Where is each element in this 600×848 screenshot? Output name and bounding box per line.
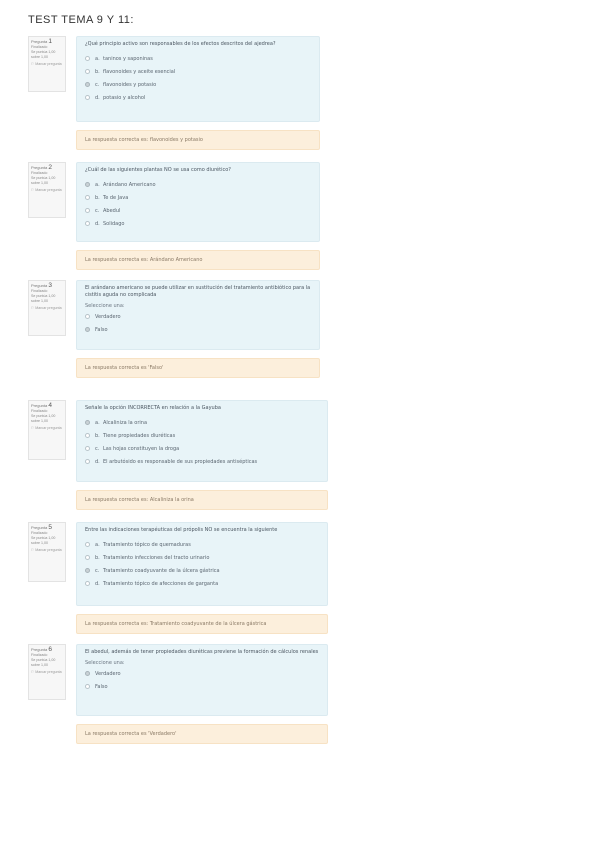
flag-icon: ⚐ — [31, 426, 35, 430]
answer-list — [85, 416, 319, 468]
correct-answer-feedback: La respuesta correcta es: Tratamiento coadyuvante de la úlcera gástrica — [76, 614, 328, 634]
correct-answer-feedback: La respuesta correcta es: Alcaliniza la orina — [76, 490, 328, 510]
question-formulation — [76, 280, 320, 350]
question-formulation — [76, 400, 328, 482]
radio-button[interactable] — [85, 195, 90, 200]
radio-button[interactable] — [85, 208, 90, 213]
radio-button-selected[interactable] — [85, 671, 90, 676]
radio-button-selected[interactable] — [85, 420, 90, 425]
flag-question-link[interactable]: ⚐ Marcar pregunta — [31, 306, 62, 310]
answer-label: Tratamiento tópico de quemaduras — [103, 541, 191, 548]
answer-option-c[interactable]: c. flavonoides y potasio — [85, 78, 311, 91]
question-formulation — [76, 162, 320, 242]
answer-label: Verdadero — [95, 313, 121, 320]
radio-button[interactable] — [85, 581, 90, 586]
answer-option-false[interactable] — [85, 323, 311, 336]
question-grade: Se puntúa 1,00 sobre 1,00 — [31, 294, 56, 303]
answer-label: El arbutósido es responsable de sus propiedades antisépticas — [103, 458, 258, 465]
question-grade: Se puntúa 1,00 sobre 1,00 — [31, 176, 56, 185]
question-text: El abedul, además de tener propiedades diuréticas previene la formación de cálculos renales — [85, 649, 319, 655]
answer-option-c[interactable]: c. Abedul — [85, 204, 311, 217]
answer-option-c[interactable]: c. Las hojas constituyen la droga — [85, 442, 319, 455]
answer-label: Abedul — [103, 207, 121, 214]
answer-list — [85, 538, 319, 590]
flag-question-link[interactable]: ⚐ Marcar pregunta — [31, 548, 62, 552]
answer-label: Falso — [95, 683, 108, 690]
answer-label: Las hojas constituyen la droga — [103, 445, 180, 452]
answer-list — [85, 310, 311, 336]
question-info — [28, 522, 66, 582]
radio-button-selected[interactable] — [85, 568, 90, 573]
correct-answer-feedback: La respuesta correcta es: Arándano Americano — [76, 250, 320, 270]
question-state: Finalizado — [31, 531, 48, 535]
answer-option-a[interactable]: a. taninos y saponinas — [85, 52, 311, 65]
question-text: ¿Qué principio activo son responsables de los efectos descritos del ajedrea? — [85, 41, 276, 47]
answer-label: flavonoides y aceite esencial — [103, 68, 176, 75]
question-grade: Se puntúa 1,00 sobre 1,00 — [31, 658, 56, 667]
radio-button[interactable] — [85, 433, 90, 438]
radio-button[interactable] — [85, 446, 90, 451]
radio-button[interactable] — [85, 542, 90, 547]
radio-button[interactable] — [85, 555, 90, 560]
answer-option-d[interactable]: d. potasio y alcohol — [85, 91, 311, 104]
question-formulation — [76, 36, 320, 122]
answer-label: flavonoides y potasio — [103, 81, 157, 88]
question-grade: Se puntúa 1,00 sobre 1,00 — [31, 536, 56, 545]
flag-question-link[interactable]: ⚐ Marcar pregunta — [31, 426, 62, 430]
question-formulation — [76, 644, 328, 716]
radio-button[interactable] — [85, 459, 90, 464]
radio-button[interactable] — [85, 56, 90, 61]
correct-answer-feedback: La respuesta correcta es 'Falso' — [76, 358, 320, 378]
answer-option-b[interactable]: b. flavonoides y aceite esencial — [85, 65, 311, 78]
question-grade: Se puntúa 1,00 sobre 1,00 — [31, 50, 56, 59]
answer-option-d[interactable]: d. Solidago — [85, 217, 311, 230]
question-info — [28, 162, 66, 218]
question-state: Finalizado — [31, 409, 48, 413]
answer-label: Arándano Americano — [103, 181, 156, 188]
flag-icon: ⚐ — [31, 306, 35, 310]
question-number: Pregunta 6 — [31, 646, 52, 653]
answer-option-a[interactable]: a. Arándano Americano — [85, 178, 311, 191]
question-text: Señale la opción INCORRECTA en relación a la Gayuba — [85, 405, 221, 411]
answer-label: Alcaliniza la orina — [103, 419, 148, 426]
correct-answer-feedback: La respuesta correcta es 'Verdadero' — [76, 724, 328, 744]
answer-option-a[interactable]: a. Alcaliniza la orina — [85, 416, 319, 429]
answer-label: Tratamiento tópico de afecciones de garganta — [103, 580, 219, 587]
answer-prompt: Seleccione una: — [85, 660, 125, 666]
flag-icon: ⚐ — [31, 188, 35, 192]
answer-label: taninos y saponinas — [103, 55, 153, 62]
question-info — [28, 280, 66, 336]
answer-label: Te de Java — [103, 194, 129, 201]
answer-label: Falso — [95, 326, 108, 333]
flag-question-link[interactable]: ⚐ Marcar pregunta — [31, 188, 62, 192]
flag-question-link[interactable]: ⚐ Marcar pregunta — [31, 62, 62, 66]
flag-question-link[interactable]: ⚐ Marcar pregunta — [31, 670, 62, 674]
answer-label: Solidago — [103, 220, 125, 227]
question-number: Pregunta 1 — [31, 38, 52, 45]
flag-icon: ⚐ — [31, 62, 35, 66]
page-title: TEST TEMA 9 Y 11: — [28, 14, 134, 26]
question-state: Finalizado — [31, 289, 48, 293]
question-number: Pregunta 4 — [31, 402, 52, 409]
answer-prompt: Seleccione una: — [85, 303, 125, 309]
question-number: Pregunta 5 — [31, 524, 52, 531]
answer-list — [85, 52, 311, 104]
radio-button-selected[interactable] — [85, 327, 90, 332]
question-state: Finalizado — [31, 653, 48, 657]
question-text: ¿Cuál de las siguientes plantas NO se usa como diurético? — [85, 167, 231, 173]
answer-list — [85, 667, 319, 693]
question-number: Pregunta 2 — [31, 164, 52, 171]
answer-option-a[interactable]: a. Tratamiento tópico de quemaduras — [85, 538, 319, 551]
question-text: Entre las indicaciones terapéuticas del própolis NO se encuentra la siguiente — [85, 527, 278, 533]
question-grade: Se puntúa 1,00 sobre 1,00 — [31, 414, 56, 423]
answer-option-b[interactable]: b. Tratamiento infecciones del tracto urinario — [85, 551, 319, 564]
answer-list — [85, 178, 311, 230]
question-info — [28, 644, 66, 700]
radio-button[interactable] — [85, 221, 90, 226]
question-state: Finalizado — [31, 45, 48, 49]
answer-option-false[interactable] — [85, 680, 319, 693]
question-number: Pregunta 3 — [31, 282, 52, 289]
answer-label: Tratamiento infecciones del tracto urinario — [103, 554, 210, 561]
answer-option-c[interactable]: c. Tratamiento coadyuvante de la úlcera gástrica — [85, 564, 319, 577]
radio-button[interactable] — [85, 684, 90, 689]
question-info — [28, 400, 66, 460]
question-info — [28, 36, 66, 92]
answer-option-b[interactable]: b. Te de Java — [85, 191, 311, 204]
question-formulation — [76, 522, 328, 606]
radio-button[interactable] — [85, 314, 90, 319]
answer-option-d[interactable]: d. Tratamiento tópico de afecciones de garganta — [85, 577, 319, 590]
radio-button-selected[interactable] — [85, 182, 90, 187]
answer-option-b[interactable]: b. Tiene propiedades diuréticas — [85, 429, 319, 442]
answer-option-true[interactable] — [85, 310, 311, 323]
radio-button[interactable] — [85, 69, 90, 74]
question-state: Finalizado — [31, 171, 48, 175]
answer-label: potasio y alcohol — [103, 94, 146, 101]
flag-icon: ⚐ — [31, 670, 35, 674]
answer-option-true[interactable] — [85, 667, 319, 680]
answer-label: Verdadero — [95, 670, 121, 677]
correct-answer-feedback: La respuesta correcta es: flavonoides y potasio — [76, 130, 320, 150]
flag-icon: ⚐ — [31, 548, 35, 552]
radio-button[interactable] — [85, 95, 90, 100]
answer-option-d[interactable]: d. El arbutósido es responsable de sus propiedades antisépticas — [85, 455, 319, 468]
question-text: El arándano americano se puede utilizar en sustitución del tratamiento antibiótico para la cistitis aguda no complicada — [85, 285, 311, 298]
answer-label: Tiene propiedades diuréticas — [103, 432, 176, 439]
radio-button-selected[interactable] — [85, 82, 90, 87]
answer-label: Tratamiento coadyuvante de la úlcera gástrica — [103, 567, 220, 574]
